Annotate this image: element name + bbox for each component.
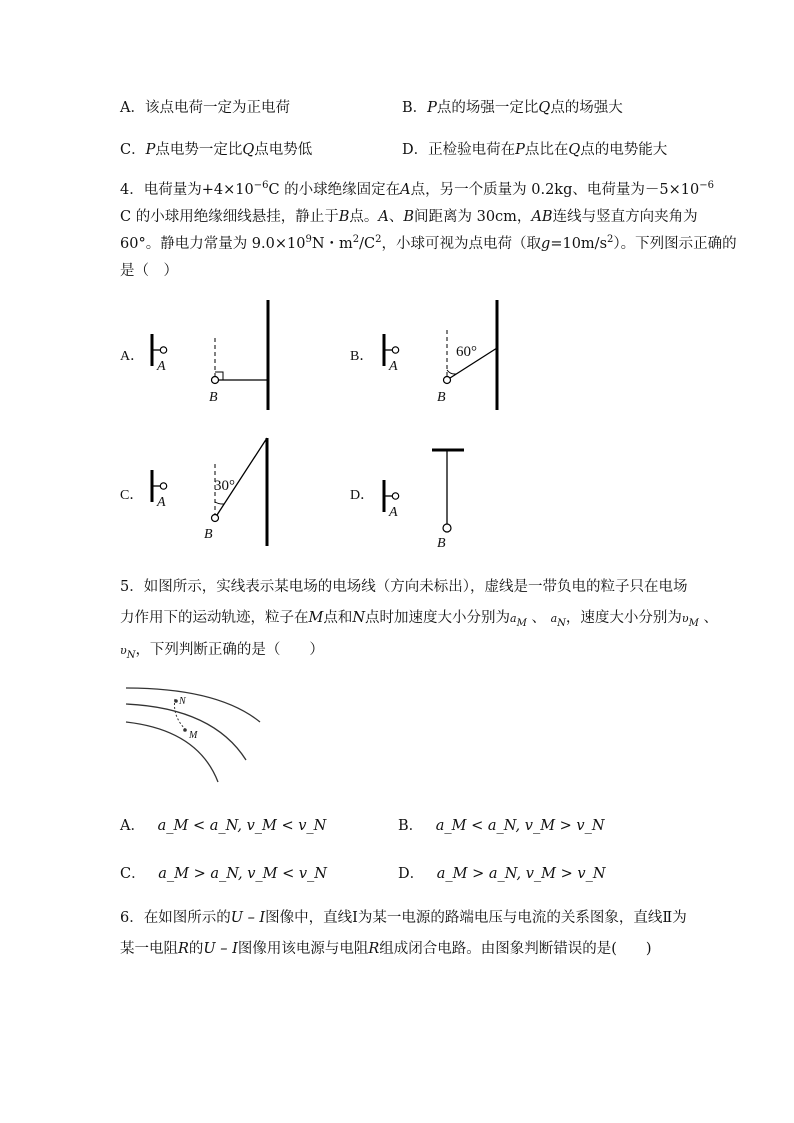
q3-option-d: D．正检验电荷在P点比在Q点的电势能大: [402, 142, 668, 158]
q4-stem-line2: C 的小球用绝缘细线悬挂，静止于B点。A、B间距离为 30cm，AB连线与竖直方向夹角为: [120, 209, 698, 225]
q3-option-b: B．P点的场强一定比Q点的场强大: [402, 100, 623, 116]
svg-text:B: B: [437, 536, 446, 551]
field-line-3: [126, 722, 218, 782]
svg-text:60°: 60°: [456, 344, 477, 360]
q5-stem-line2: 力作用下的运动轨迹，粒子在M点和N点时加速度大小分别为$a_M$ 、 $a_N$，速度大小分别为$\upsilon_M$ 、: [120, 610, 718, 629]
q3-option-c: C．P点电势一定比Q点电势低: [120, 142, 313, 158]
q4-stem-line4: 是（ ）: [120, 263, 178, 279]
q5-option-d: D． a_M > a_N, v_M > v_N: [398, 866, 606, 882]
q5-field-figure: [118, 680, 278, 790]
svg-text:A: A: [389, 359, 398, 374]
q4-stem-line3: 60°。静电力常量为 $9.0\times 10^9N$・$m^2/C^2$，小球可视为点电荷（取$g=10m/s^2$）。下列图示正确的: [120, 234, 737, 252]
q5-stem-line1: 5．如图所示，实线表示某电场的电场线（方向未标出），虚线是一带负电的粒子只在电场: [120, 579, 688, 595]
q6-stem-line1: 6．在如图所示的U – I图像中，直线Ⅰ为某一电源的路端电压与电流的关系图象，直线Ⅱ为: [120, 910, 687, 926]
fig-a-ball-a: [160, 347, 166, 353]
q4-figures: [0, 290, 794, 560]
q6-stem-line2: 某一电阻R的U – I图像用该电源与电阻R组成闭合电路。由图象判断错误的是( ): [120, 941, 652, 957]
fig-b-label: B．: [350, 349, 374, 364]
q5-option-c: C． a_M > a_N, v_M < v_N: [120, 866, 327, 882]
svg-text:A: A: [157, 359, 166, 374]
q5-stem-line3: $\upsilon_N$，下列判断正确的是（ ）: [120, 642, 324, 661]
svg-text:30°: 30°: [214, 478, 235, 494]
fig-a-ball-b: [212, 377, 219, 384]
svg-text:A: A: [389, 505, 398, 520]
svg-text:N: N: [179, 696, 186, 707]
svg-text:B: B: [437, 390, 446, 405]
svg-text:B: B: [209, 390, 218, 405]
svg-text:M: M: [189, 730, 198, 741]
fig-c-label: C．: [120, 488, 144, 503]
q4-stem-line1: 4．电荷量为$+4\times 10^{-6}C$ 的小球绝缘固定在A点，另一个质量为 0.2kg、电荷量为$-5\times 10^{-6}$: [120, 180, 714, 198]
svg-text:B: B: [204, 527, 213, 542]
q5-option-a: A． a_M < a_N, v_M < v_N: [120, 818, 327, 834]
q3-option-a: A．该点电荷一定为正电荷: [120, 100, 290, 116]
q5-option-b: B． a_M < a_N, v_M > v_N: [398, 818, 605, 834]
svg-text:A: A: [157, 495, 166, 510]
field-line-2: [126, 704, 246, 760]
fig-a-label: A．: [120, 349, 145, 364]
fig-d-label: D．: [350, 488, 375, 503]
